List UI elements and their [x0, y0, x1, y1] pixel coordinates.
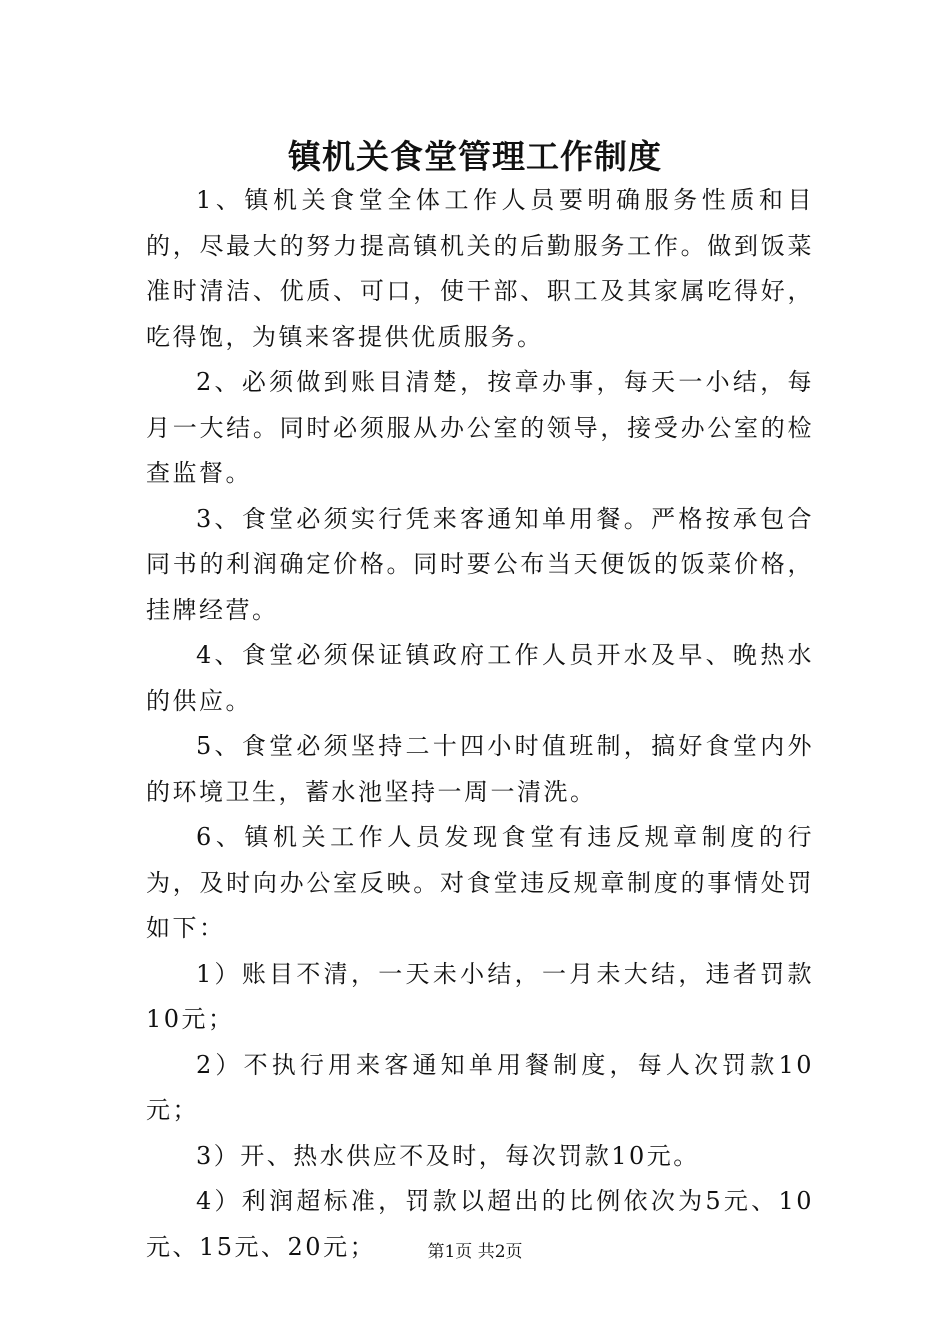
- paragraph-4: 4、食堂必须保证镇政府工作人员开水及早、晚热水的供应。: [146, 641, 814, 715]
- page-footer: 第1页 共2页: [427, 1242, 523, 1262]
- paragraph-6: 6、镇机关工作人员发现食堂有违反规章制度的行为，及时向办公室反映。对食堂违反规章制度的事情处罚如下：: [146, 823, 814, 942]
- paragraph-3: 3、食堂必须实行凭来客通知单用餐。严格按承包合同书的利润确定价格。同时要公布当天便饭的饭菜价格，挂牌经营。: [146, 504, 814, 624]
- paragraph-2: 2、必须做到账目清楚，按章办事，每天一小结，每月一大结。同时必须服从办公室的领导，接受办公室的检查监督。: [146, 368, 814, 487]
- penalty-item-4: 4）利润超标准，罚款以超出的比例依次为5元、10元、15元、20元；: [146, 1187, 814, 1261]
- penalty-item-1: 1）账目不清，一天未小结，一月未大结，违者罚款10元；: [146, 959, 814, 1033]
- paragraph-5: 5、食堂必须坚持二十四小时值班制，搞好食堂内外的环境卫生，蓄水池坚持一周一清洗。: [146, 732, 814, 806]
- document-title: 镇机关食堂管理工作制度: [288, 137, 662, 176]
- document-body: [146, 178, 814, 1270]
- paragraph-1: 1、镇机关食堂全体工作人员要明确服务性质和目的，尽最大的努力提高镇机关的后勤服务工作。做到饭菜准时清洁、优质、可口，使干部、职工及其家属吃得好，吃得饱，为镇来客提供优质服务。: [146, 186, 814, 351]
- penalty-item-2: 2）不执行用来客通知单用餐制度，每人次罚款10元；: [146, 1050, 814, 1124]
- penalty-item-3: 3）开、热水供应不及时，每次罚款10元。: [196, 1141, 700, 1170]
